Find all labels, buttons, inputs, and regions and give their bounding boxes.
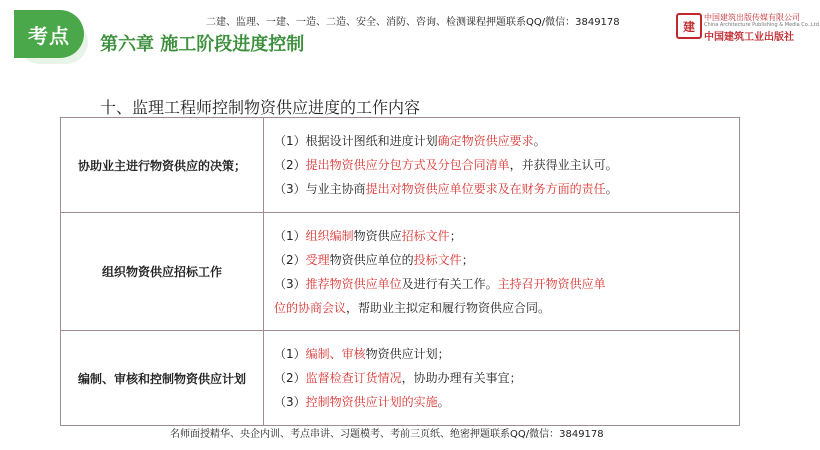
list-item: （1）组织编制物资供应招标文件；	[274, 228, 462, 243]
table-row	[61, 118, 740, 213]
list-item: （3）控制物资供应计划的实施。	[274, 395, 450, 409]
content-table	[60, 117, 740, 426]
list-item-continued: 位的协商会议，帮助业主拟定和履行物资供应合同。	[274, 300, 551, 315]
header-contact-note: 二建、监理、一建、一造、二造、安全、消防、咨询、检测课程押题联系QQ/微信：3849178	[206, 17, 620, 28]
row-label: 组织物资供应招标工作	[61, 213, 264, 331]
list-item: （2）监督检查订货情况，协助办理有关事宜；	[274, 371, 522, 385]
publisher-logo	[676, 11, 820, 43]
list-item: （2）提出物资供应分包方式及分包合同清单，并获得业主认可。	[274, 158, 618, 172]
table-row	[61, 213, 740, 331]
list-item: （2）受理物资供应单位的投标文件；	[274, 252, 474, 267]
row-label: 编制、审核和控制物资供应计划	[61, 331, 264, 426]
publisher-logo-icon: 建	[676, 13, 702, 39]
publisher-brand: 中国建筑工业出版社	[704, 32, 794, 43]
table-row	[61, 331, 740, 426]
row-body	[264, 331, 740, 426]
list-item: （1）根据设计图纸和进度计划确定物资供应要求。	[274, 134, 546, 148]
row-body	[264, 118, 740, 213]
section-title: 十、监理工程师控制物资供应进度的工作内容	[100, 98, 421, 117]
list-item: （1）编制、审核物资供应计划；	[274, 347, 450, 361]
publisher-name: 中国建筑出版传媒有限公司	[704, 13, 800, 22]
chapter-title: 第六章 施工阶段进度控制	[100, 34, 305, 55]
row-body	[264, 213, 740, 331]
footer-contact-note: 名师面授精华、央企内训、考点串讲、习题模考、考前三页纸、绝密押题联系QQ/微信：3849178	[170, 429, 604, 440]
list-item: （3）与业主协商提出对物资供应单位要求及在财务方面的责任。	[274, 182, 618, 196]
list-item: （3）推荐物资供应单位及进行有关工作。主持召开物资供应单	[274, 276, 606, 291]
publisher-subname: China Architecture Publishing & Media Co.,Ltd.	[704, 22, 820, 28]
kaodian-badge: 考点	[14, 10, 84, 58]
row-label: 协助业主进行物资供应的决策；	[61, 118, 264, 213]
